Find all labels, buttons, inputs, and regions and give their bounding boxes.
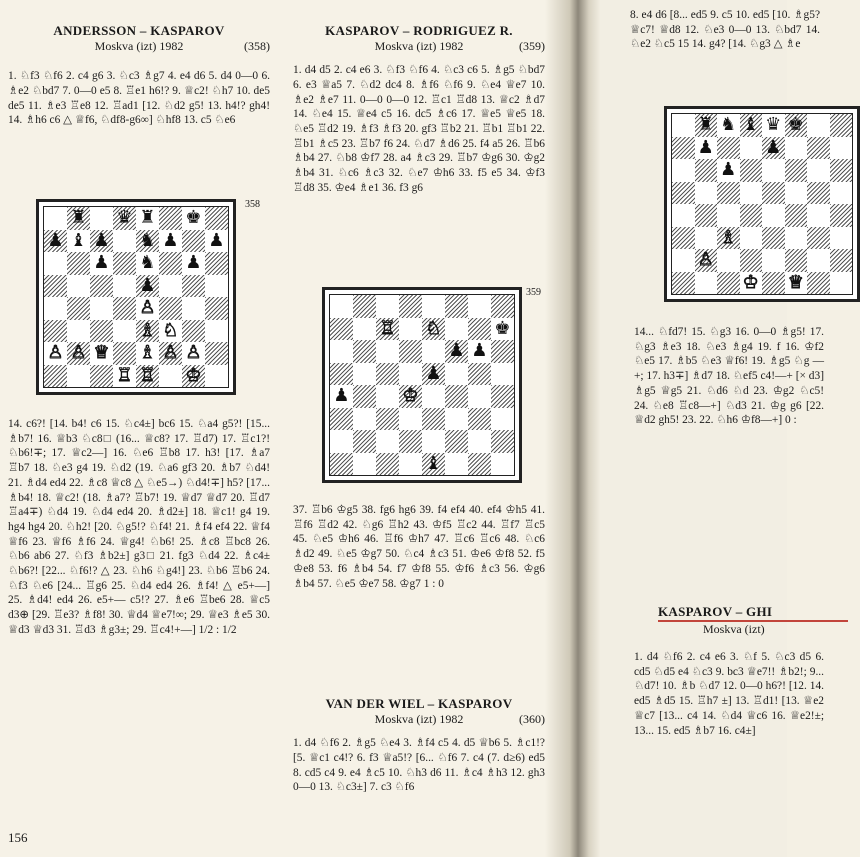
chess-diagram-359 [322,287,522,483]
board-right-square [785,249,808,272]
board-358-piece-black: ♟ [93,252,110,274]
board-358-square [182,252,205,275]
board-right-square [740,272,763,295]
board-359-square [468,408,491,431]
board-right-square [830,182,853,205]
board-358-square [44,342,67,365]
board-358-piece-white: ♕ [93,342,110,364]
board-right-square [672,137,695,160]
board-359-piece-black: ♚ [494,317,511,339]
board-right-square [740,204,763,227]
board-358-piece-white: ♙ [47,342,64,364]
board-359-square [445,408,468,431]
board-right-square [717,159,740,182]
board-359-square [376,408,399,431]
board-right-square [785,204,808,227]
board-359-square [445,385,468,408]
board-358-piece-white: ♖ [139,364,156,386]
board-358-piece-white: ♔ [185,364,202,386]
board-right-square [807,249,830,272]
board-359-square [468,385,491,408]
game-359-event: Moskva (izt) 1982 (359) [374,38,545,53]
board-right-square [807,114,830,137]
game-358-moves-after: 14. c6?! [14. b4! c6 15. ♘c4±] bc6 15. ♘a4 g5?! [15... ♗b7! 16. ♕b3 ♘c8□ (16... ♕c8? 17. ♖d7) 17. ♖c1?! ♘b6!∓; 17. ♕c2—] 16. ♘e6 ♖b8 17. h3! [17. ♗a7 ♖b7 18. ♘e3 g4 19. ♘d2 (19. ♘a6 gf3 20. ♗b7 ♘d4! 21. ♗d4 ed4 22. ♗c8 ♕c8 △ ♘e5→) ♘d4!∓] h5? [17... ♗b4! 18. ♕c2! (18. ♗a7? ♖b7! 19. ♕d7 ♕d7 20. ♖d7 ♖a4∓) ♘d4 19. ♘d4 ed4 20. ♗d2±] 18. ♕c1! g4 19. hg4 hg4 20. ♘h2! [20. ♘g5!? ♘f4! 21. ♗f4 ef4 22. ♕f4 ♕f6 23. ♕f6 ♗f6 24. ♕g4! ♘b6! 25. ♗c8 ♖bc8 26. ♘b6 ab6 27. ♘f3 ♗b2±] g3□ 21. fg3 ♘d4 22. ♗c4± ♘b6?! [22... ♘f6!? △ 23. ♘h6 ♘g4!] 23. ♘b6 ♖b6 24. ♘f3 ♘e6 [24... ♖g6 25. ♘d4 ed4 26. ♗f4! △ e5+—] 25. ♗d4! ed4 26. e5+— c5!? 27. ♗e6 ♖be6 28. ♕c5 d3⊕ [29. ♖e3? ♗f8! 30. ♕d4 ♕e7!∞; 29. ♕e3 ♗e5 30. ♕d3 ♕d3 31. ♖d3 ♗g3±; 29. ♖c4!+—] 1/2 : 1/2 [8,418,270,636]
board-358-square [90,320,113,343]
board-right-square [672,159,695,182]
board-359-square [445,430,468,453]
board-359-square [468,340,491,363]
game-358-event: Moskva (izt) 1982 (358) [94,38,270,53]
right-page-game-header [658,605,848,636]
game-360-event: Moskva (izt) 1982 (360) [374,711,545,726]
board-right-piece-black: ♟ [720,159,737,181]
board-right-piece-white: ♙ [697,249,714,271]
board-right-square [830,159,853,182]
right-page [600,0,824,857]
board-359-square [399,340,422,363]
game-359-moves-intro: 1. d4 d5 2. c4 e6 3. ♘f3 ♘f6 4. ♘c3 c6 5. ♗g5 ♘bd7 6. e3 ♕a5 7. ♘d2 dc4 8. ♗f6 ♘f6 9. ♘e4 ♕e7 10. ♗e2 ♗e7 11. 0—0 0—0 12. ♖c1 ♖d8 13. ♕c2 ♗d7 14. ♘e4 15. ♕e4 c5 16. dc5 ♗c6 17. ♕e5 ♕e5 18. ♘e5 ♖d2 19. ♗f3 ♗f3 20. gf3 ♖b2 21. ♖b1 ♖b1 22. ♖b1 ♗c5 23. ♖b7 f6 24. ♘d7 ♗d6 25. f4 a5 26. ♖b6 ♗b4 27. ♘b8 ♔f7 28. a4 ♗c3 29. ♖b7 ♔g6 30. ♔g2 ♗b4 31. ♘c6 ♗c3 32. ♘e7 ♔h6 33. f5 e5 34. ♔f3 ♖d8 35. ♔e4 ♗e1 36. f3 g6 [293,64,545,194]
game-360-title: VAN DER WIEL – KASPAROV [325,696,513,711]
board-358-square [113,252,136,275]
board-358-piece-black: ♜ [139,207,156,229]
board-right-square [762,249,785,272]
board-359-square [445,318,468,341]
board-right-grid [671,113,853,295]
board-358-square [205,275,228,298]
board-right-square [717,137,740,160]
board-right-square [830,204,853,227]
board-right-square [807,204,830,227]
board-358-square [44,297,67,320]
board-right-square [830,227,853,250]
board-359-square [353,453,376,476]
board-359-piece-white: ♖ [379,317,396,339]
board-358-square [136,342,159,365]
board-358-piece-white: ♗ [139,342,156,364]
board-359-square [353,408,376,431]
board-358-square [67,320,90,343]
board-358-square [113,320,136,343]
board-359-square [330,295,353,318]
board-right-piece-black: ♝ [742,114,759,136]
game-358-column [8,24,270,128]
board-358-square [90,207,113,230]
board-359-piece-black: ♟ [471,340,488,362]
board-359-square [491,318,514,341]
game-360-number: (360) [519,711,545,726]
board-358-square [90,230,113,253]
board-right-square [740,182,763,205]
right-page-event: Moskva (izt) [703,621,765,636]
board-359-square [376,295,399,318]
board-358-square [136,365,159,388]
board-358-square [159,275,182,298]
board-358-square [136,297,159,320]
board-359-piece-white: ♔ [402,385,419,407]
board-right-square [830,272,853,295]
board-358-piece-white: ♙ [162,342,179,364]
board-right-square [785,227,808,250]
board-358-square [182,320,205,343]
page-number: 156 [8,830,28,845]
board-359-square [330,318,353,341]
board-359-square [491,408,514,431]
board-358-square [182,342,205,365]
board-358-square [44,230,67,253]
board-358-square [182,365,205,388]
board-359-square [445,363,468,386]
board-right-square [807,182,830,205]
board-right-square [672,249,695,272]
game-359-moves-after: 37. ♖b6 ♔g5 38. fg6 hg6 39. f4 ef4 40. ef4 ♔h5 41. ♖f6 ♖d2 42. ♘g6 ♖h2 43. ♔f5 ♖c2 44. ♖f7 ♖c5 45. ♘e5 ♔h6 46. ♖f6 ♔h7 47. ♖c6 ♖c6 48. ♘c6 ♗d2 49. ♘e5 ♔g7 50. ♘c4 ♗c3 51. ♔e6 ♔f8 52. f5 ♔e8 53. f6 ♗b4 54. f7 ♔f8 55. ♔f6 ♗c3 56. ♔g6 ♗b4 57. ♘e5 ♔e7 58. ♔g7 1 : 0 [293,504,545,590]
right-page-title: KASPAROV – GHI [658,605,848,622]
board-359-square [330,385,353,408]
board-right-square [740,114,763,137]
board-right-piece-black: ♜ [697,114,714,136]
board-right-square [695,272,718,295]
diagram-359-number: 359 [526,287,541,298]
board-359-square [468,453,491,476]
board-359-square [399,408,422,431]
board-right-square [807,137,830,160]
game-360-column [293,697,545,795]
board-359-square [468,363,491,386]
board-right-square [695,249,718,272]
board-359-square [399,430,422,453]
board-359-piece-black: ♝ [425,452,442,474]
board-358-square [67,252,90,275]
board-359-square [399,318,422,341]
board-359-square [468,318,491,341]
board-right-square [785,137,808,160]
board-359-square [353,340,376,363]
board-358-piece-black: ♟ [47,229,64,251]
board-right-square [785,159,808,182]
board-right-square [807,272,830,295]
board-358-piece-black: ♟ [208,229,225,251]
board-358-square [113,342,136,365]
game-360-moves: 1. d4 ♘f6 2. ♗g5 ♘e4 3. ♗f4 c5 4. d5 ♕b6 5. ♗c1!? [5. ♕c1 c4!? 6. f3 ♕a5!? [6... ♘f6 7. c4 (7. d≥6) ed5 8. cd5 c4 9. e4 ♗c5 10. ♘h3 d6 11. ♗c4 ♗h3 12. gh3 0—0 13. ♘c3±] 7. c3 ♘f6 [293,737,545,794]
board-358-piece-white: ♙ [185,342,202,364]
board-358-square [136,320,159,343]
board-359-square [491,295,514,318]
board-358-square [90,365,113,388]
board-right-square [807,159,830,182]
board-359-square [330,453,353,476]
board-358-square [90,275,113,298]
board-right-square [717,182,740,205]
board-359-square [491,430,514,453]
board-359-square [422,408,445,431]
board-right-square [740,137,763,160]
board-358-square [159,230,182,253]
board-358-square [159,297,182,320]
board-358-square [136,230,159,253]
board-right-square [695,227,718,250]
board-358-square [44,207,67,230]
board-359-square [376,318,399,341]
game-359-title: KASPAROV – RODRIGUEZ R. [325,23,513,38]
board-right-square [762,159,785,182]
board-358-piece-black: ♟ [162,229,179,251]
board-358-square [182,275,205,298]
board-359-square [491,363,514,386]
board-359-square [353,385,376,408]
board-359-square [399,363,422,386]
board-358-square [44,365,67,388]
board-right-square [672,227,695,250]
board-359-square [422,385,445,408]
board-358-piece-black: ♞ [139,229,156,251]
board-358-square [159,207,182,230]
board-right-square [695,114,718,137]
chess-diagram-358 [36,199,236,395]
game-359-column [293,24,545,196]
game-358-number: (358) [244,38,270,53]
right-page-top-text: 8. e4 d6 [8... ed5 9. c5 10. ed5 [10. ♗g5? ♕c7! ♕d8 12. ♘e3 0—0 13. ♘bd7 14. ♘e2 ♘c5 15 14. g4? [14. ♘g3 △ ♗e [630,9,820,51]
board-359-square [399,295,422,318]
board-358-square [205,252,228,275]
board-358-square [44,275,67,298]
board-right-square [740,249,763,272]
board-359-square [399,385,422,408]
board-right-square [695,182,718,205]
diagram-358-number: 358 [245,199,260,210]
board-right-piece-white: ♔ [742,271,759,293]
board-359-square [422,453,445,476]
game-358-title: ANDERSSON – KASPAROV [53,23,225,38]
board-right-piece-white: ♗ [720,226,737,248]
board-358-piece-white: ♘ [162,319,179,341]
board-359-square [445,295,468,318]
board-358-square [67,365,90,388]
board-359-square [330,430,353,453]
board-358-piece-black: ♛ [116,207,133,229]
board-358-square [67,342,90,365]
board-359-square [491,385,514,408]
board-359-square [353,318,376,341]
board-358-square [67,297,90,320]
board-358-square [44,320,67,343]
board-right-square [672,204,695,227]
board-358-square [205,342,228,365]
board-358-piece-black: ♟ [139,274,156,296]
board-359-piece-black: ♟ [333,385,350,407]
board-right-square [807,227,830,250]
board-right-square [762,227,785,250]
board-right-square [695,159,718,182]
right-page-moves-after: 14... ♘fd7! 15. ♘g3 16. 0—0 ♗g5! 17. ♘g3 ♗e3 18. ♘e3 ♗g4 19. f 16. ♔f2 ♘e5 17. ♗b5 ♘e3 ♕f6! 19. ♗g5 ♘g —+; 17. h3∓] ♗d7 18. ♘ef5 c4!—+ [× d3] ♗g5 ♕g5 21. ♘d6 ♘d 23. ♔g2 ♘c5! 24. ♘e8 ♖c8—+] ♘d3 21. ♔g g6 [22. ♕d2 gh5! 23. 22. ♘h6 ♔f8—+] 0 : [634,326,824,427]
board-359-square [376,385,399,408]
board-358-grid [43,206,229,388]
board-359-square [491,340,514,363]
board-358-square [136,252,159,275]
board-right-square [785,272,808,295]
board-358-square [159,365,182,388]
board-right-square [740,159,763,182]
board-right-square [672,272,695,295]
board-right-square [717,249,740,272]
board-right-piece-black: ♟ [765,136,782,158]
board-359-square [330,340,353,363]
board-359-square [422,340,445,363]
board-359-square [353,363,376,386]
board-359-square [468,430,491,453]
board-right-piece-black: ♞ [720,114,737,136]
board-359-square [376,453,399,476]
board-359-square [422,363,445,386]
board-358-square [113,230,136,253]
board-358-square [159,320,182,343]
board-358-square [159,342,182,365]
board-right-piece-black: ♚ [787,114,804,136]
board-358-square [44,252,67,275]
board-358-piece-black: ♝ [70,229,87,251]
board-358-square [90,252,113,275]
board-359-square [445,453,468,476]
board-359-piece-white: ♘ [425,317,442,339]
board-359-square [422,318,445,341]
board-right-square [830,249,853,272]
board-359-square [376,340,399,363]
board-358-square [113,207,136,230]
board-359-square [376,363,399,386]
board-358-piece-black: ♜ [70,207,87,229]
board-358-piece-white: ♙ [139,297,156,319]
board-359-square [353,430,376,453]
board-358-piece-white: ♙ [70,342,87,364]
board-358-square [113,365,136,388]
board-right-piece-black: ♛ [765,114,782,136]
board-358-square [113,297,136,320]
board-358-square [136,275,159,298]
board-358-square [113,275,136,298]
board-358-piece-black: ♟ [93,229,110,251]
board-358-square [205,320,228,343]
board-358-square [159,252,182,275]
board-358-square [182,207,205,230]
board-358-piece-black: ♞ [139,252,156,274]
board-right-square [830,114,853,137]
board-358-square [136,207,159,230]
board-right-square [717,272,740,295]
board-358-square [67,207,90,230]
board-359-square [445,340,468,363]
board-359-square [422,430,445,453]
board-right-square [762,204,785,227]
board-358-square [205,230,228,253]
right-page-moves: 1. d4 ♘f6 2. c4 e6 3. ♘f 5. ♘c3 d5 6. cd5 ♘d5 e4 ♘c3 9. bc3 ♕e7!! ♗b2!; 9... ♘d7! 10. ♗b ♘d7 12. 0—0 h6?! [12. 14. ed5 ♗d5 15. ♖h7 ±] 13. ♖d1! [13. ♕e2 ♕c7 [13... c4 14. ♘d4 ♕c6 16. ♕e2!±; 13... 15. ed5 ♗b7 16. c4±] [634,651,824,737]
board-right-piece-black: ♟ [697,136,714,158]
board-right-square [830,137,853,160]
board-359-square [376,430,399,453]
game-359-column-continued [293,503,545,591]
board-358-piece-white: ♗ [139,319,156,341]
board-358-square [67,230,90,253]
board-right-square [762,114,785,137]
board-358-piece-white: ♖ [116,364,133,386]
game-359-number: (359) [519,38,545,53]
board-358-square [205,297,228,320]
board-359-piece-black: ♟ [425,362,442,384]
board-359-square [330,363,353,386]
board-right-square [762,182,785,205]
board-359-square [491,453,514,476]
board-right-square [762,272,785,295]
chess-diagram-right [664,106,860,302]
board-right-square [672,114,695,137]
board-right-piece-white: ♕ [787,271,804,293]
board-359-grid [329,294,515,476]
board-358-piece-black: ♟ [185,252,202,274]
board-right-square [672,182,695,205]
board-359-square [353,295,376,318]
book-gutter [545,0,600,857]
board-358-square [67,275,90,298]
board-358-square [182,297,205,320]
board-358-square [205,207,228,230]
board-358-square [90,297,113,320]
board-right-square [785,182,808,205]
board-right-square [762,137,785,160]
board-358-square [205,365,228,388]
board-358-square [182,230,205,253]
game-358-moves-intro: 1. ♘f3 ♘f6 2. c4 g6 3. ♘c3 ♗g7 4. e4 d6 5. d4 0—0 6. ♗e2 ♘bd7 7. 0—0 e5 8. ♖e1 h6!? 9. ♕c2! ♘h7 10. de5 de5 11. ♗e3 ♖e8 12. ♖ad1 [12. ♘d2 g5! 13. h4!? gh4! 14. ♗h6 c6 △ ♕f6, ♘df8-g6∞] ♘hf8 13. c5 ♘e6 [8,70,270,127]
board-359-square [422,295,445,318]
board-358-square [90,342,113,365]
board-right-square [717,204,740,227]
board-right-square [717,114,740,137]
board-right-square [695,137,718,160]
board-358-piece-black: ♚ [185,207,202,229]
board-right-square [740,227,763,250]
board-right-square [695,204,718,227]
board-right-square [717,227,740,250]
board-right-square [785,114,808,137]
board-359-square [330,408,353,431]
game-358-column-continued [8,417,270,638]
board-359-square [399,453,422,476]
board-359-piece-black: ♟ [448,340,465,362]
board-359-square [468,295,491,318]
